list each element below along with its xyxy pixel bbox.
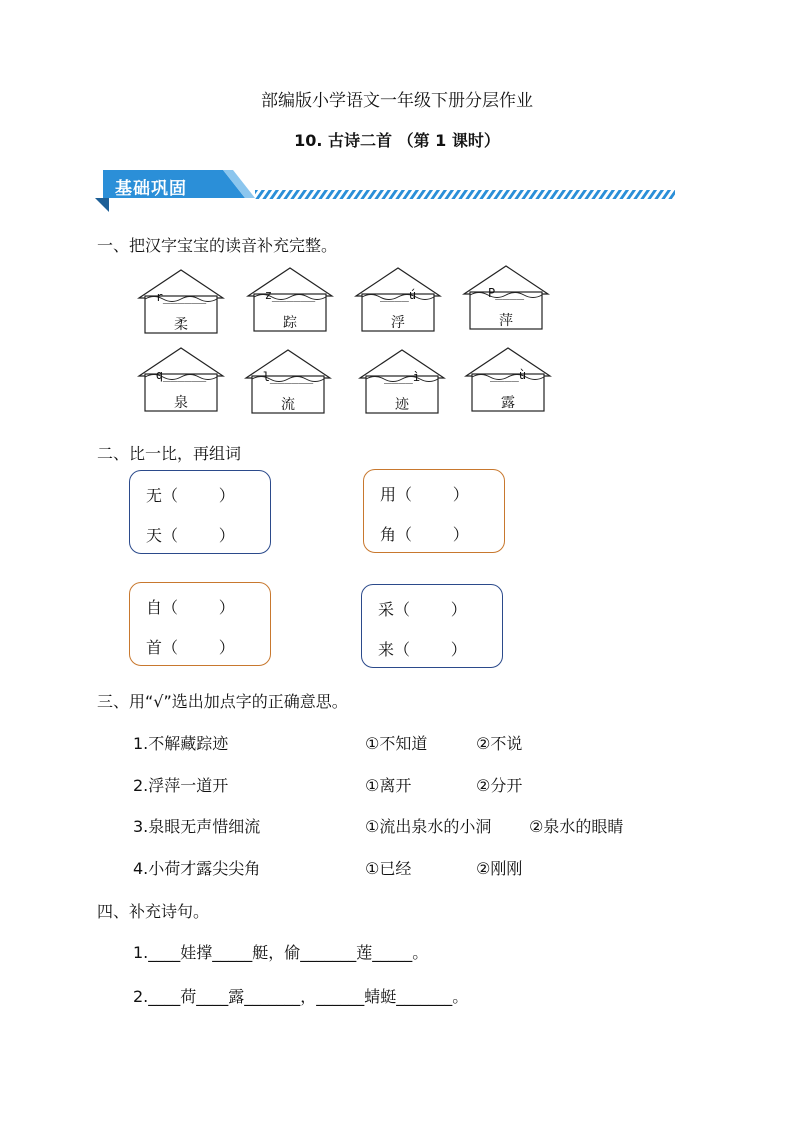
hanzi: 泉 [174,395,188,411]
meaning-question: 4.小荷才露尖尖角 [133,859,261,878]
hanzi: 踪 [283,315,297,331]
compare-word-blank[interactable]: 自（ ） [146,598,235,617]
pinyin-blank[interactable]: P____ [487,286,525,300]
compare-word-blank[interactable]: 来（ ） [378,640,467,659]
hanzi: 流 [281,397,295,413]
pinyin-house-3 [354,266,442,336]
meaning-question: 1.不解藏踪迹 [133,734,229,753]
pinyin-blank[interactable]: l______ [262,370,314,384]
meaning-option[interactable]: ①不知道 [365,734,428,753]
compare-box-4 [361,584,503,668]
meaning-option[interactable]: ②泉水的眼睛 [529,817,624,836]
meaning-question: 3.泉眼无声惜细流 [133,817,261,836]
pinyin-blank[interactable]: ____ù [489,368,527,382]
compare-word-blank[interactable]: 角（ ） [380,525,469,544]
hanzi: 柔 [174,317,188,333]
compare-word-blank[interactable]: 首（ ） [146,638,235,657]
compare-word-blank[interactable]: 无（ ） [146,486,235,505]
compare-box-2 [363,469,505,553]
meaning-option[interactable]: ②不说 [476,734,523,753]
pinyin-blank[interactable]: z______ [264,288,316,302]
meaning-option[interactable]: ①流出泉水的小洞 [365,817,492,836]
meaning-option[interactable]: ②分开 [476,776,523,795]
pinyin-house-5 [137,346,225,416]
meaning-question: 2.浮萍一道开 [133,776,229,795]
meaning-option[interactable]: ②刚刚 [476,859,523,878]
section-2-heading: 二、比一比，再组词 [97,444,242,463]
meaning-option[interactable]: ①离开 [365,776,412,795]
section-3-heading: 三、用“√”选出加点字的正确意思。 [97,692,348,711]
pinyin-house-2 [246,266,334,336]
pinyin-blank[interactable]: ____ú [379,288,417,302]
pinyin-blank[interactable]: ____ì [383,370,421,384]
hanzi: 露 [501,395,515,411]
poem-fill-line-1[interactable]: 1.____娃撑_____艇，偷_______莲_____。 [133,943,429,962]
pinyin-house-1 [137,268,225,338]
pinyin-house-8 [464,346,552,416]
poem-fill-line-2[interactable]: 2.____荷____露_______，______蜻蜓_______。 [133,987,469,1006]
hanzi: 浮 [391,315,405,331]
compare-word-blank[interactable]: 采（ ） [378,600,467,619]
pinyin-blank[interactable]: q______ [155,368,207,382]
section-1-heading: 一、把汉字宝宝的读音补充完整。 [97,236,338,255]
compare-word-blank[interactable]: 用（ ） [380,485,469,504]
compare-word-blank[interactable]: 天（ ） [146,526,235,545]
hanzi: 萍 [499,313,513,329]
lesson-title: 10. 古诗二首 （第 1 课时） [294,131,500,150]
section-4-heading: 四、补充诗句。 [97,902,210,921]
pinyin-house-7 [358,348,446,418]
document-title: 部编版小学语文一年级下册分层作业 [261,91,533,111]
pinyin-blank[interactable]: r______ [155,290,207,304]
pinyin-house-6 [244,348,332,418]
pinyin-house-4 [462,264,550,334]
hanzi: 迹 [395,397,409,413]
banner-label: 基础巩固 [115,179,187,199]
compare-box-3 [129,582,271,666]
meaning-option[interactable]: ①已经 [365,859,412,878]
compare-box-1 [129,470,271,554]
